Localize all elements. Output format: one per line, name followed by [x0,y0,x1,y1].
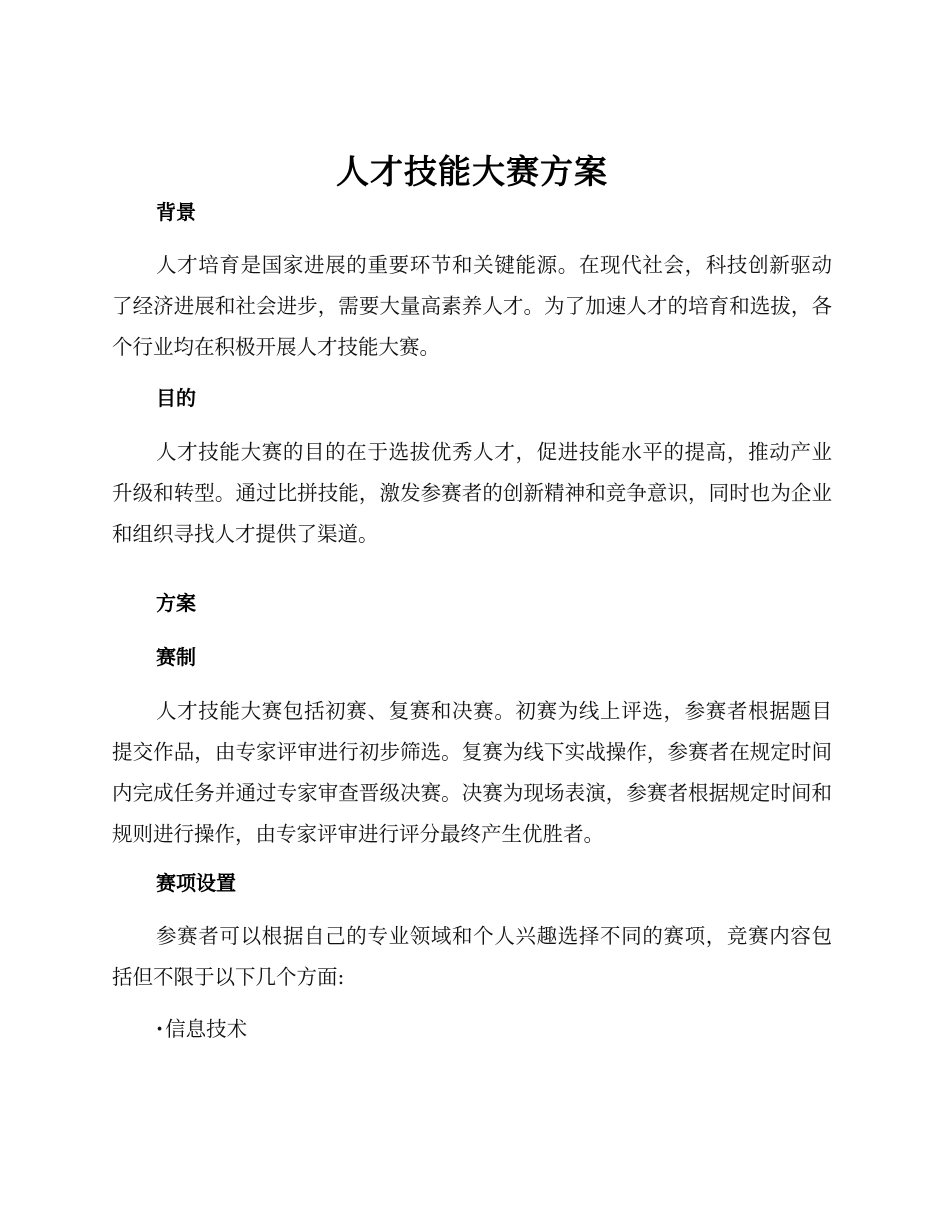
heading-background: 背景 [156,200,196,224]
paragraph-format: 人才技能大赛包括初赛、复赛和决赛。初赛为线上评选，参赛者根据题目提交作品，由专家评审进行初步筛选。复赛为线下实战操作，参赛者在规定时间内完成任务并通过专家审查晋级决赛。决赛为现场表演，参赛者根据规定时间和规则进行操作，由专家评审进行评分最终产生优胜者。 [112,699,832,846]
list-item [112,1009,832,1050]
heading-format: 赛制 [156,645,196,669]
document-body [112,150,832,1050]
paragraph-purpose: 人才技能大赛的目的在于选拔优秀人才，促进技能水平的提高，推动产业升级和转型。通过比拼技能，激发参赛者的创新精神和竞争意识，同时也为企业和组织寻找人才提供了渠道。 [112,440,832,546]
heading-event-settings: 赛项设置 [156,871,236,895]
heading-purpose: 目的 [156,386,196,410]
paragraph-background: 人才培育是国家进展的重要环节和关键能源。在现代社会，科技创新驱动了经济进展和社会进步，需要大量高素养人才。为了加速人才的培育和选拔，各个行业均在积极开展人才技能大赛。 [112,253,832,359]
bullet-marker: · [156,1017,164,1041]
heading-plan: 方案 [156,591,196,615]
list-item-label: 信息技术 [165,1017,248,1041]
paragraph-event-settings: 参赛者可以根据自己的专业领域和个人兴趣选择不同的赛项，竞赛内容包括但不限于以下几个方面: [112,924,832,989]
document-title: 人才技能大赛方案 [336,152,608,191]
